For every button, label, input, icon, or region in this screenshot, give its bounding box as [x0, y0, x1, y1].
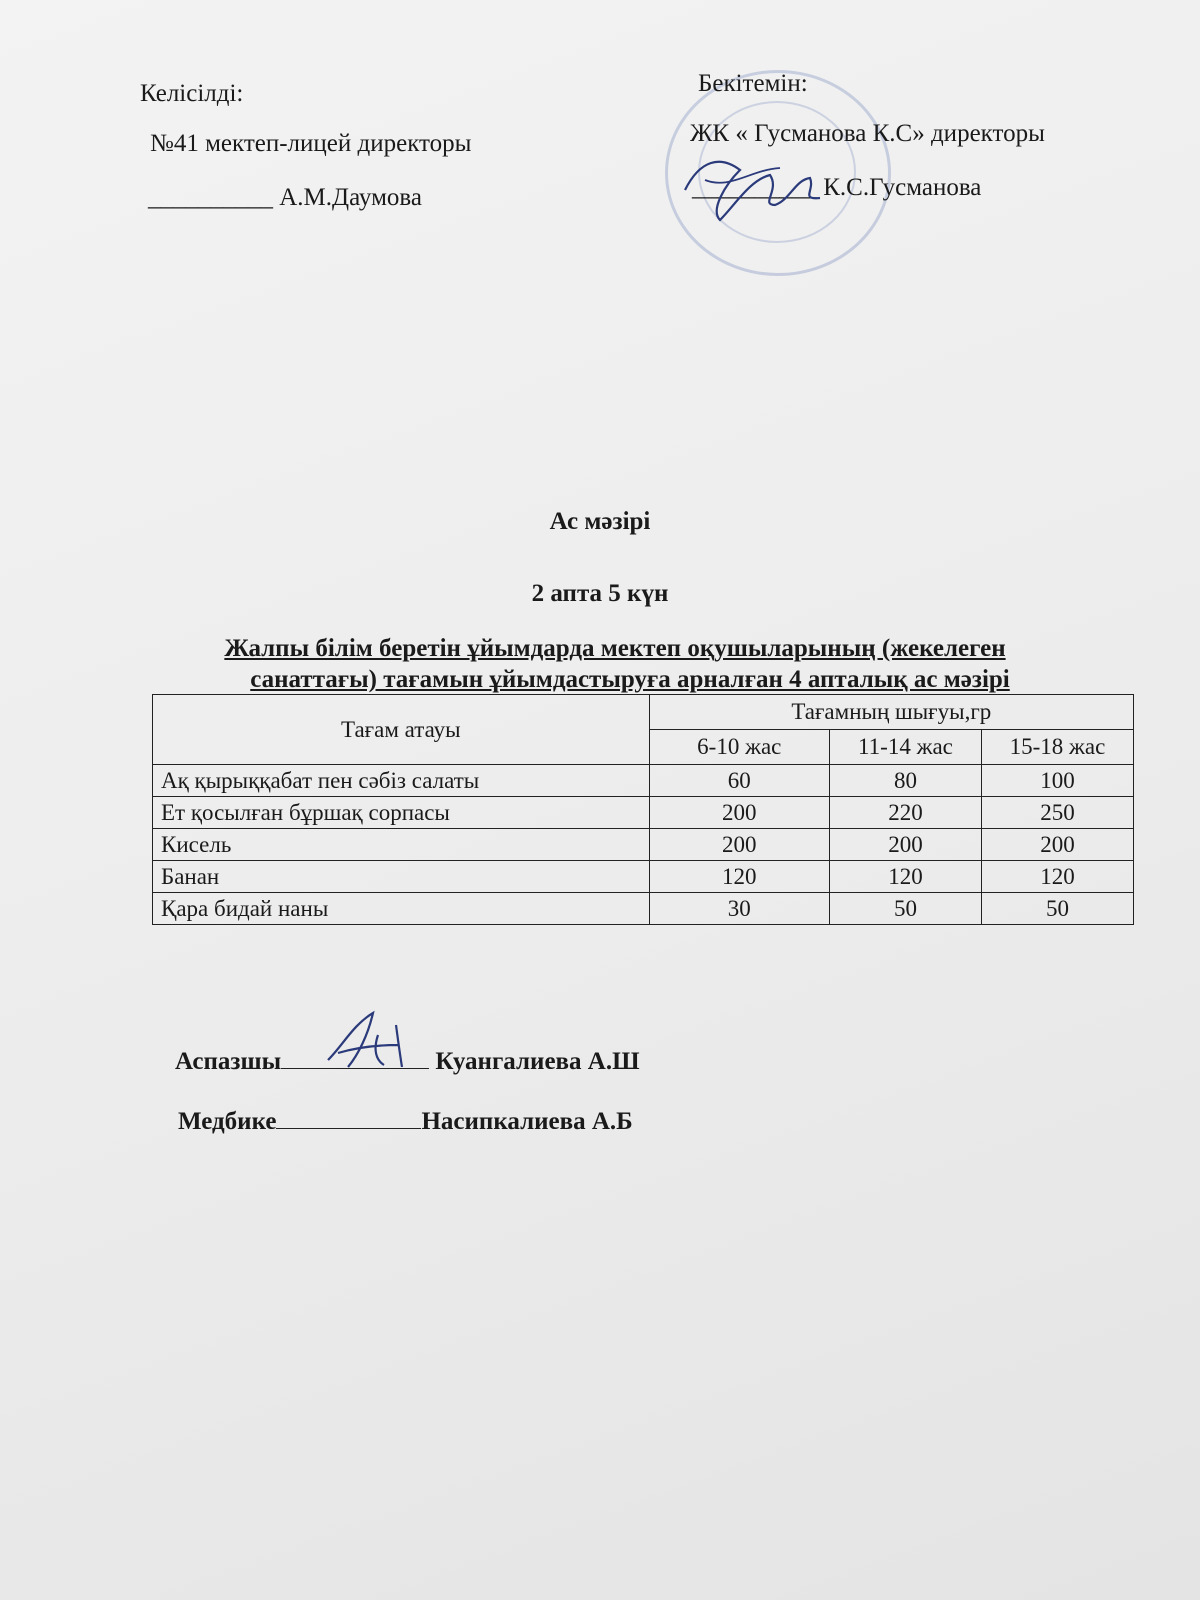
portion-value: 50: [829, 893, 981, 925]
portion-value: 30: [649, 893, 829, 925]
dish-name: Ақ қырыққабат пен сәбіз салаты: [153, 765, 650, 797]
portion-value: 200: [829, 829, 981, 861]
column-header-dish-name: Тағам атауы: [153, 695, 650, 765]
description-line-2: санаттағы) тағамын ұйымдастыруға арналған 4 апталық ас мәзірі: [250, 666, 1010, 693]
approved-label: Бекітемін:: [698, 70, 808, 97]
menu-table: [152, 694, 1134, 925]
table-row: [153, 765, 1134, 797]
nurse-name: Насипкалиева А.Б: [421, 1108, 633, 1135]
description-line-1: Жалпы білім беретін ұйымдарда мектеп оқушыларының (жекелеген: [224, 635, 1006, 662]
right-signature-line: __________: [692, 174, 817, 201]
portion-value: 120: [829, 861, 981, 893]
cook-label: Аспазшы: [175, 1048, 282, 1075]
nurse-signature-block: [178, 1108, 633, 1136]
age-group-header: 6-10 жас: [649, 730, 829, 765]
portion-value: 200: [981, 829, 1133, 861]
dish-name: Қара бидай наны: [153, 893, 650, 925]
portion-value: 200: [649, 797, 829, 829]
table-row: [153, 861, 1134, 893]
dish-name: Кисель: [153, 829, 650, 861]
nurse-label: Медбике: [178, 1108, 277, 1135]
portion-value: 220: [829, 797, 981, 829]
portion-value: 80: [829, 765, 981, 797]
age-group-header: 15-18 жас: [981, 730, 1133, 765]
dish-name: Банан: [153, 861, 650, 893]
portion-value: 120: [649, 861, 829, 893]
portion-value: 200: [649, 829, 829, 861]
cook-name: Куангалиева А.Ш: [435, 1048, 640, 1075]
column-header-output: Тағамның шығуы,гр: [649, 695, 1133, 730]
right-signer-name: К.С.Гусманова: [823, 174, 982, 201]
left-signature-block: [148, 184, 422, 212]
age-group-header: 11-14 жас: [829, 730, 981, 765]
left-position: №41 мектеп-лицей директоры: [150, 130, 472, 157]
dish-name: Ет қосылған бұршақ сорпасы: [153, 797, 650, 829]
agreed-label: Келісілді:: [140, 80, 244, 107]
table-row: [153, 797, 1134, 829]
cook-signature: [318, 1005, 428, 1080]
table-header-row: [153, 695, 1134, 730]
right-position: ЖК « Гусманова К.С» директоры: [690, 120, 1045, 147]
left-signer-name: А.М.Даумова: [279, 184, 422, 211]
portion-value: 50: [981, 893, 1133, 925]
page-title: Ас мәзірі: [549, 508, 651, 535]
director-signature: [680, 150, 830, 230]
portion-value: 100: [981, 765, 1133, 797]
table-row: [153, 893, 1134, 925]
table-row: [153, 829, 1134, 861]
portion-value: 120: [981, 861, 1133, 893]
portion-value: 60: [649, 765, 829, 797]
portion-value: 250: [981, 797, 1133, 829]
left-signature-line: __________: [148, 184, 273, 211]
page-subtitle: 2 апта 5 күн: [531, 580, 669, 607]
